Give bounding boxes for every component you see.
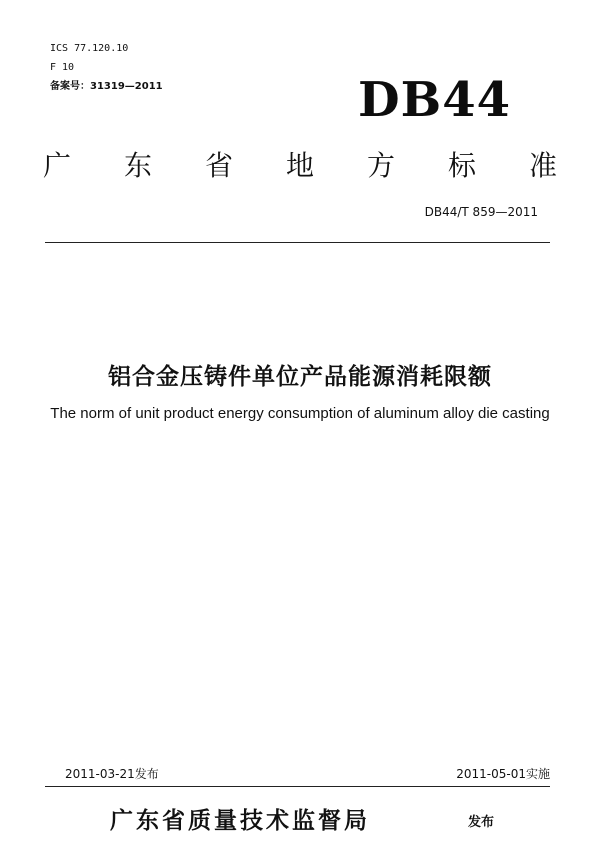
filing-number: 备案号：31319—2011 [50, 81, 163, 92]
bottom-divider [45, 786, 550, 787]
standard-type-char: 准 [528, 149, 557, 182]
issued-label: 发布 [468, 815, 495, 830]
standard-type-char: 东 [123, 149, 152, 182]
ccs-code: F 10 [50, 62, 75, 73]
issuing-authority: 广东省质量技术监督局 [110, 807, 370, 834]
standard-type-char: 标 [447, 149, 476, 182]
issue-date: 2011-03-21发布 [65, 767, 159, 781]
ics-code: ICS 77.120.10 [50, 43, 129, 54]
standard-type-char: 地 [285, 149, 314, 182]
standard-type-char: 省 [204, 149, 233, 182]
implementation-date: 2011-05-01实施 [456, 767, 550, 781]
standard-type-heading [40, 146, 560, 182]
top-divider [45, 242, 550, 243]
standard-type-char: 方 [366, 149, 395, 182]
title-chinese: 铝合金压铸件单位产品能源消耗限额 [108, 364, 492, 390]
title-english: The norm of unit product energy consumption of aluminum alloy die casting [50, 405, 550, 422]
standard-type-char: 广 [42, 149, 71, 182]
standard-logo: DB44 [358, 72, 511, 128]
standard-number: DB44/T 859—2011 [424, 205, 538, 219]
